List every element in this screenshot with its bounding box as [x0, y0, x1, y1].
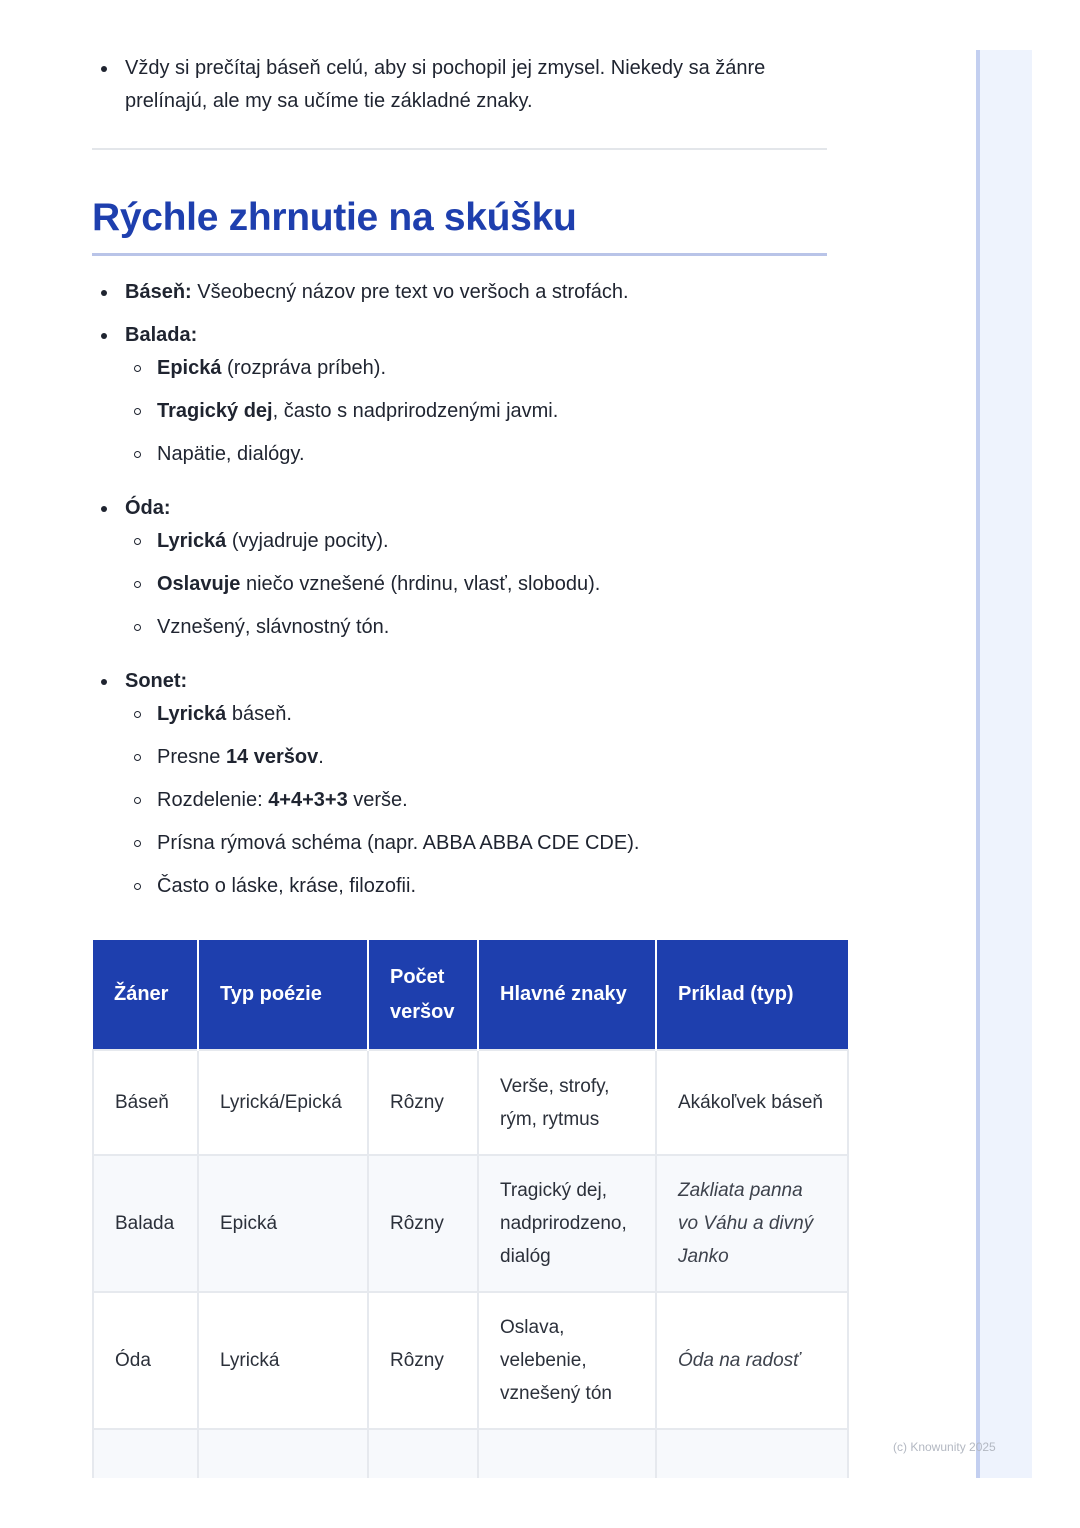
table-cell: Óda	[93, 1292, 198, 1429]
balada-sublist	[125, 352, 852, 471]
sonet-sublist	[125, 698, 852, 903]
copyright-footer: (c) Knowunity 2025	[893, 1440, 996, 1454]
table-row	[93, 1050, 848, 1155]
subitem-text: .	[318, 746, 324, 768]
summary-list	[92, 276, 852, 903]
table-cell: Zakliata panna vo Váhu a divný Janko	[656, 1155, 848, 1292]
subitem-bold: Tragický dej	[157, 400, 273, 422]
subitem-text: báseň.	[226, 703, 292, 725]
circle-bullet-icon	[134, 538, 141, 545]
table-header: Typ poézie	[198, 940, 368, 1050]
oda-label: Óda:	[125, 497, 171, 519]
bullet-icon	[101, 333, 107, 339]
intro-bullet	[92, 52, 832, 118]
table-cell: Óda na radosť	[656, 1292, 848, 1429]
oda-sublist	[125, 525, 852, 644]
circle-bullet-icon	[134, 365, 141, 372]
bullet-icon	[101, 679, 107, 685]
balada-subitem	[125, 438, 852, 471]
sonet-subitem	[125, 741, 852, 774]
subitem-text: , často s nadprirodzenými javmi.	[272, 400, 559, 422]
circle-bullet-icon	[134, 754, 141, 761]
table-cell: Verše, strofy, rým, rytmus	[478, 1050, 656, 1155]
table-header: Počet veršov	[368, 940, 478, 1050]
circle-bullet-icon	[134, 797, 141, 804]
subitem-bold: Lyrická	[157, 703, 227, 725]
sonet-subitem	[125, 870, 852, 903]
subitem-bold: Epická	[157, 357, 222, 379]
table-cell: Báseň	[93, 1050, 198, 1155]
page-bottom-mask	[0, 1478, 976, 1528]
sonet-subitem	[125, 827, 852, 860]
subitem-text: Napätie, dialógy.	[157, 443, 305, 465]
subitem-bold: Oslavuje	[157, 573, 241, 595]
table-cell: Rôzny	[368, 1155, 478, 1292]
circle-bullet-icon	[134, 711, 141, 718]
table-cell: Rôzny	[368, 1292, 478, 1429]
table-header: Žáner	[93, 940, 198, 1050]
subitem-text: (rozpráva príbeh).	[221, 357, 386, 379]
table-cell: Lyrická/Epická	[198, 1050, 368, 1155]
sonet-label: Sonet:	[125, 670, 188, 692]
subitem-text: Prísna rýmová schéma (napr. ABBA ABBA CDE CDE).	[157, 832, 640, 854]
circle-bullet-icon	[134, 883, 141, 890]
subitem-bold: 14 veršov	[225, 746, 319, 768]
circle-bullet-icon	[134, 581, 141, 588]
oda-subitem	[125, 611, 852, 644]
sonet-subitem	[125, 698, 852, 731]
intro-list	[92, 52, 832, 118]
table-header: Hlavné znaky	[478, 940, 656, 1050]
table-cell: Lyrická	[198, 1292, 368, 1429]
balada-subitem	[125, 395, 852, 428]
subitem-text: Často o láske, kráse, filozofii.	[157, 875, 416, 897]
sonet-subitem	[125, 784, 852, 817]
subitem-text: verše.	[347, 789, 408, 811]
table-cell: Akákoľvek báseň	[656, 1050, 848, 1155]
bullet-icon	[101, 506, 107, 512]
subitem-text: (vyjadruje pocity).	[226, 530, 389, 552]
balada-subitem	[125, 352, 852, 385]
section-divider	[92, 148, 827, 150]
basen-text: Všeobecný názov pre text vo veršoch a strofách.	[191, 281, 629, 303]
genre-table	[92, 940, 849, 1490]
subitem-bold: Lyrická	[157, 530, 227, 552]
summary-item-basen	[92, 276, 852, 309]
table-cell: Tragický dej, nadprirodzeno, dialóg	[478, 1155, 656, 1292]
table-header: Príklad (typ)	[656, 940, 848, 1050]
oda-subitem	[125, 568, 852, 601]
subitem-text: niečo vznešené (hrdinu, vlasť, slobodu).	[240, 573, 601, 595]
summary-item-balada	[92, 319, 852, 471]
table-cell: Oslava, velebenie, vznešený tón	[478, 1292, 656, 1429]
subitem-bold: 4+4+3+3	[268, 789, 348, 811]
circle-bullet-icon	[134, 408, 141, 415]
bullet-icon	[101, 290, 107, 296]
title-underline	[92, 253, 827, 256]
summary-item-oda	[92, 492, 852, 644]
circle-bullet-icon	[134, 624, 141, 631]
table-header-row	[93, 940, 848, 1050]
section-title: Rýchle zhrnutie na skúšku	[92, 196, 577, 239]
intro-text: Vždy si prečítaj báseň celú, aby si pochopil jej zmysel. Niekedy sa žánre prelínajú, ale my sa učíme tie základné znaky.	[125, 57, 766, 112]
oda-subitem	[125, 525, 852, 558]
table-cell: Balada	[93, 1155, 198, 1292]
balada-label: Balada:	[125, 324, 198, 346]
circle-bullet-icon	[134, 840, 141, 847]
table-cell: Epická	[198, 1155, 368, 1292]
table-row	[93, 1155, 848, 1292]
table-cell: Rôzny	[368, 1050, 478, 1155]
summary-item-sonet	[92, 665, 852, 903]
table-row	[93, 1292, 848, 1429]
subitem-text: Rozdelenie:	[157, 789, 269, 811]
subitem-text: Vznešený, slávnostný tón.	[157, 616, 390, 638]
basen-label: Báseň:	[125, 281, 192, 303]
side-margin-bar	[976, 50, 1032, 1478]
subitem-text: Presne	[157, 746, 226, 768]
circle-bullet-icon	[134, 451, 141, 458]
bullet-icon	[101, 66, 107, 72]
